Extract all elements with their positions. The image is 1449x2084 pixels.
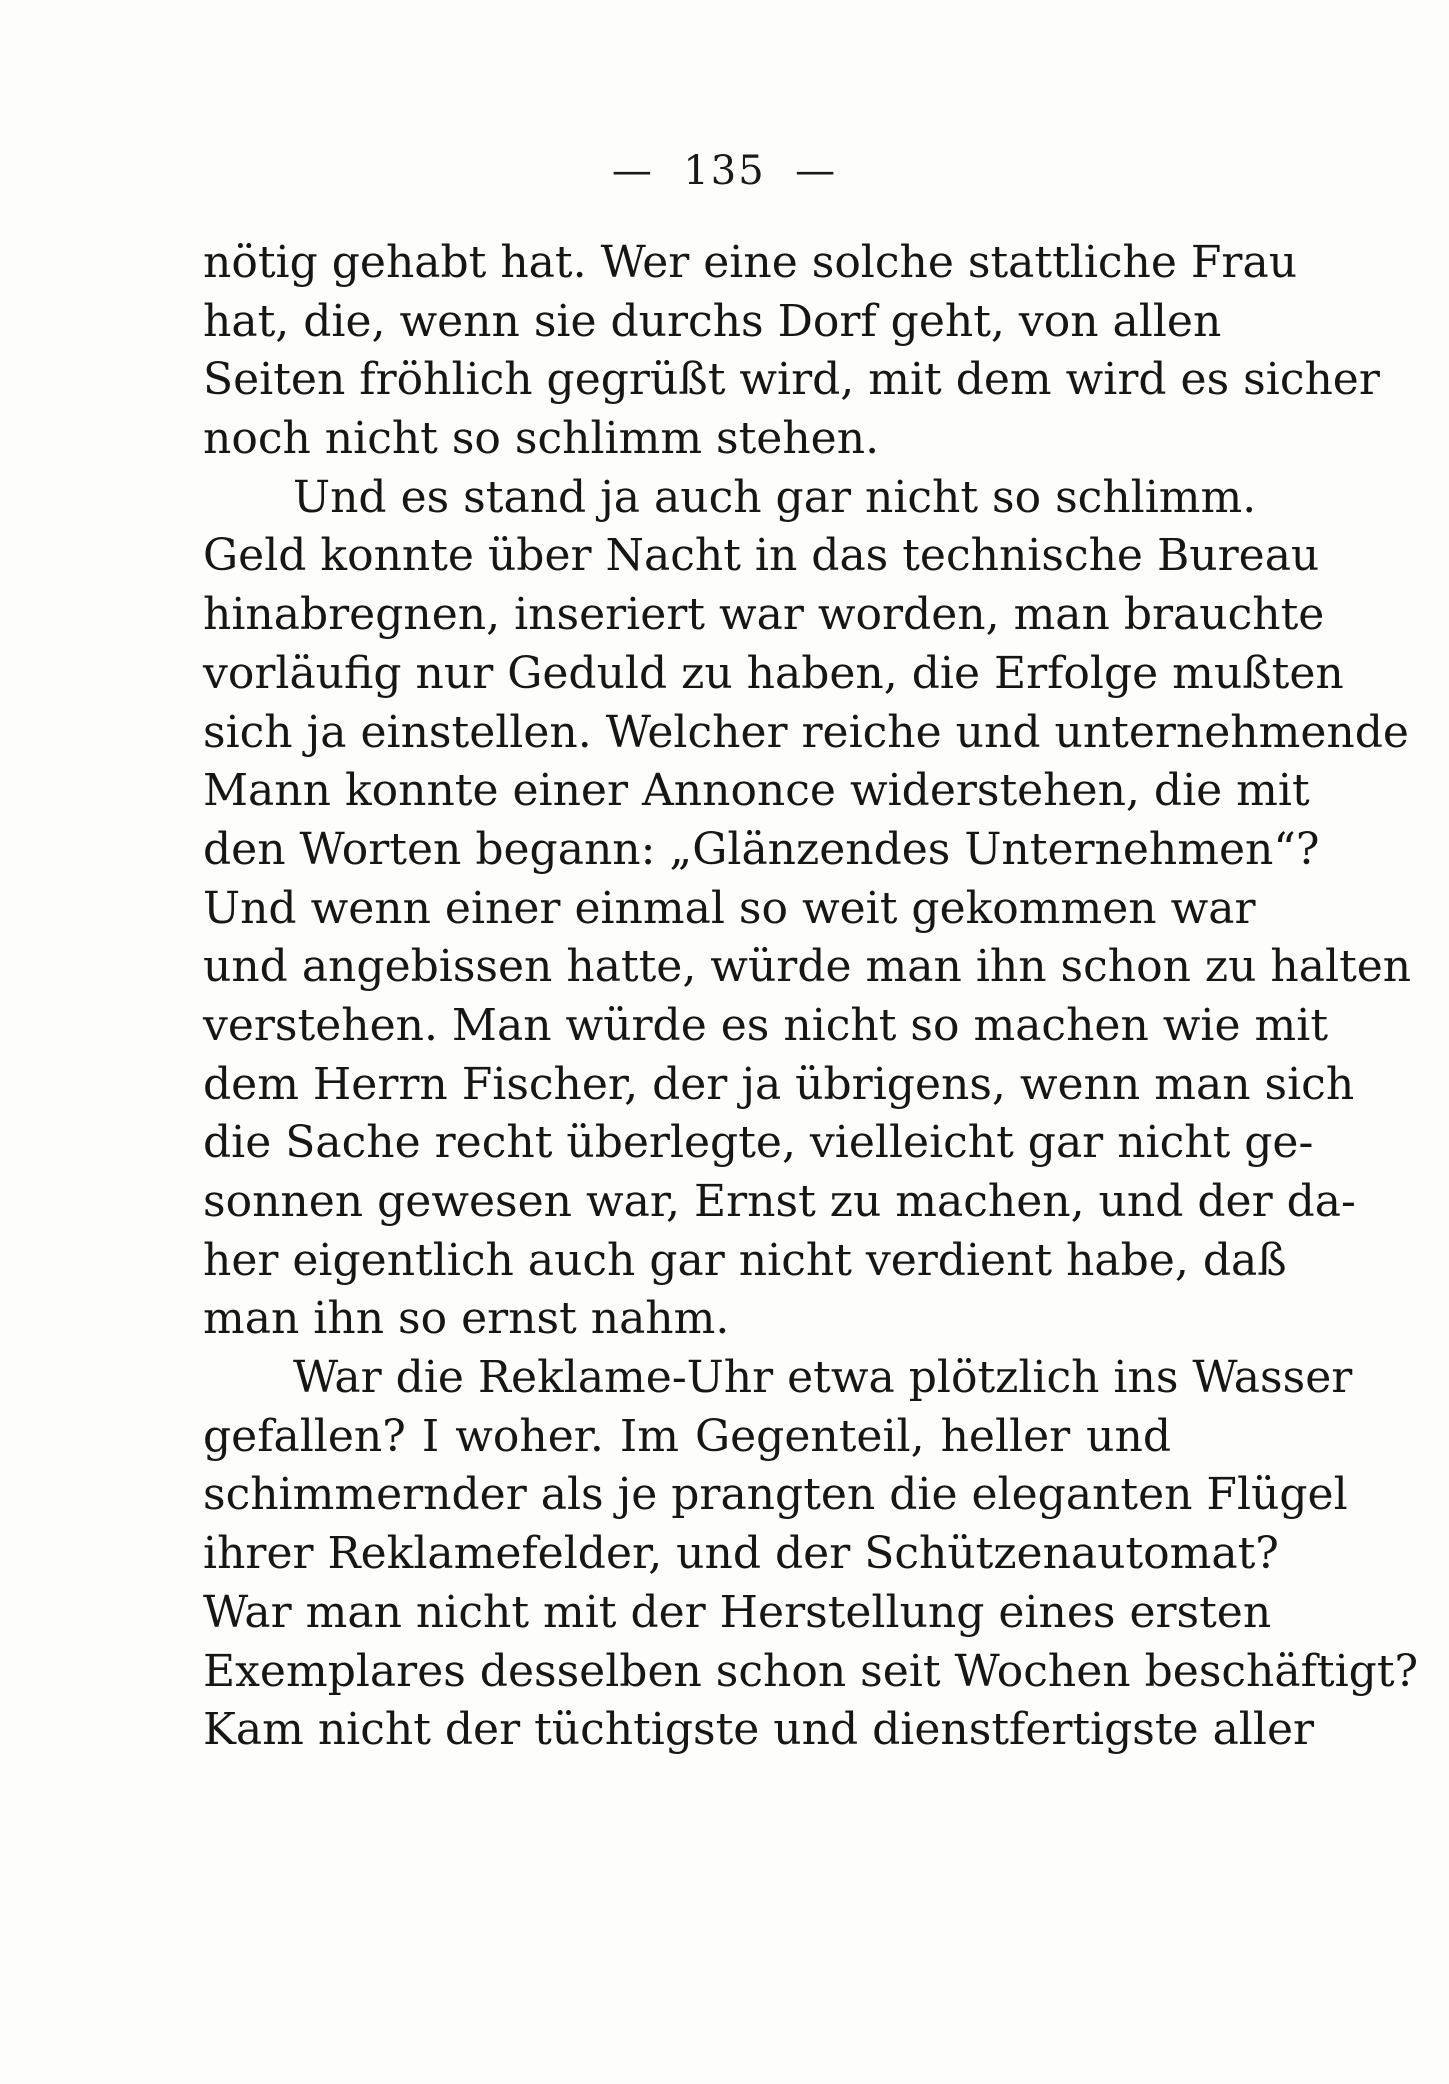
text-line: vorläufig nur Geduld zu haben, die Erfolge mußten <box>203 647 1344 699</box>
text-line: sich ja einstellen. Welcher reiche und unternehmende <box>203 706 1409 758</box>
text-line: Mann konnte einer Annonce widerstehen, die mit <box>203 765 1310 817</box>
text-line: sonnen gewesen war, Ernst zu machen, und der da- <box>203 1176 1356 1227</box>
text-line: Und wenn einer einmal so weit gekommen war <box>203 882 1256 934</box>
text-line: noch nicht so schlimm stehen. <box>203 413 880 465</box>
body-text <box>203 234 1419 1760</box>
text-line: Seiten fröhlich gegrüßt wird, mit dem wird es sicher <box>203 354 1380 406</box>
text-line: hat, die, wenn sie durchs Dorf geht, von allen <box>203 295 1222 347</box>
text-line: die Sache recht überlegte, vielleicht gar nicht ge- <box>203 1117 1314 1169</box>
text-line: her eigentlich auch gar nicht verdient habe, daß <box>203 1234 1287 1286</box>
text-line: War man nicht mit der Herstellung eines ersten <box>203 1586 1272 1638</box>
text-line: und angebissen hatte, würde man ihn schon zu halten <box>203 941 1412 993</box>
text-line: nötig gehabt hat. Wer eine solche stattliche Frau <box>203 237 1298 288</box>
text-line: War die Reklame-Uhr etwa plötzlich ins Wasser <box>293 1352 1353 1404</box>
text-line: ihrer Reklamefelder, und der Schützenautomat? <box>203 1528 1279 1580</box>
text-line: Kam nicht der tüchtigste und dienstfertigste aller <box>203 1704 1315 1756</box>
text-line: Geld konnte über Nacht in das technische Bureau <box>203 530 1320 582</box>
text-line: Und es stand ja auch gar nicht so schlimm. <box>293 471 1257 523</box>
text-line: man ihn so ernst nahm. <box>203 1293 730 1345</box>
page-number: — 135 — <box>611 148 838 194</box>
text-line: den Worten begann: „Glänzendes Unternehmen“? <box>203 823 1320 875</box>
text-line: Exemplares desselben schon seit Wochen beschäftigt? <box>203 1645 1419 1697</box>
text-line: hinabregnen, inseriert war worden, man brauchte <box>203 589 1325 641</box>
text-line: verstehen. Man würde es nicht so machen wie mit <box>203 999 1329 1051</box>
text-line: schimmernder als je prangten die eleganten Flügel <box>203 1469 1348 1521</box>
text-line: gefallen? I woher. Im Gegenteil, heller und <box>203 1410 1171 1462</box>
text-line: dem Herrn Fischer, der ja übrigens, wenn man sich <box>203 1058 1355 1110</box>
